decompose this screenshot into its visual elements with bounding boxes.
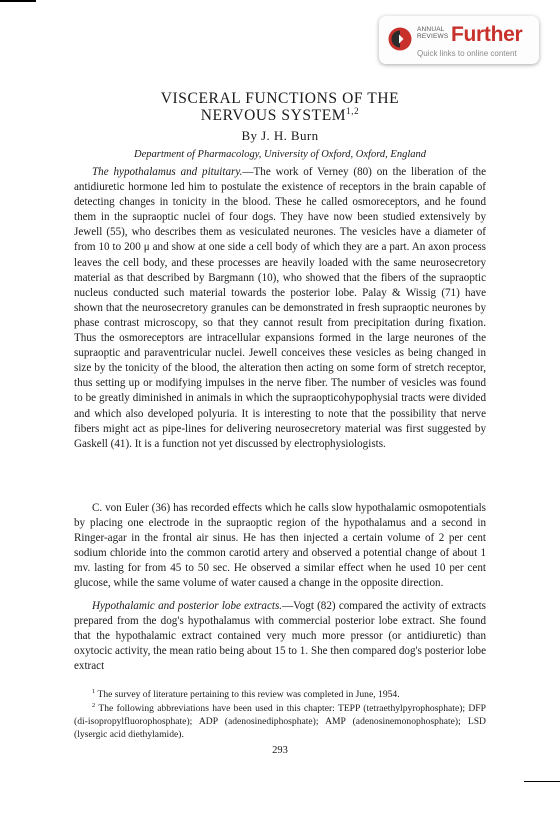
section-heading-hypothalamus-pituitary: The hypothalamus and pituitary. xyxy=(92,166,243,178)
body-paragraph-3 xyxy=(74,599,486,674)
article-title-line-2 xyxy=(0,107,560,125)
further-label: Further xyxy=(451,23,523,46)
author-affiliation: Department of Pharmacology, University of Oxford, Oxford, England xyxy=(133,149,427,160)
annual-reviews-logo-icon xyxy=(388,27,412,51)
article-title-text: NERVOUS SYSTEM xyxy=(200,107,347,124)
quick-links-label: Quick links to online content xyxy=(417,49,517,58)
title-footnote-marks: 1,2 xyxy=(346,106,360,116)
further-quick-links-banner[interactable] xyxy=(379,16,539,64)
paragraph-2-text: C. von Euler (36) has recorded effects which he calls slow hypothalamic osmopotentials by placing one electrode in the supraoptic region of the hypothalamus and a second in Ringer-agar in the frontal air sinus. He has then injected a certain volume of 2 per cent sodium chloride into the common carotid artery and observed a potential change of about 1 mv. lasting for from 45 to 50 sec. He observed a similar effect when he used 10 per cent glucose, while the same volume of water caused a change in the opposite direction. xyxy=(74,502,486,590)
footnote-2-mark: 2 xyxy=(92,702,96,709)
brand-annual-text: ANNUAL xyxy=(417,26,445,33)
footnote-1 xyxy=(74,688,486,701)
section-heading-hypothalamic-extracts: Hypothalamic and posterior lobe extracts. xyxy=(92,600,283,612)
paragraph-3-text: —Vogt (82) compared the activity of extracts prepared from the dog's hypothalamus with commercial posterior lobe extract. She found that the hypothalamic extract contained very much more pressor (or antidiuretic) than oxytocic activity, the mean ratio being about 15 to 1. She then compared dog's posterior lobe extract xyxy=(74,600,486,673)
article-author: By J. H. Burn xyxy=(241,128,319,143)
article-title-line-1: VISCERAL FUNCTIONS OF THE xyxy=(160,90,400,107)
footnote-1-mark: 1 xyxy=(92,688,96,695)
footnote-2-text: The following abbreviations have been used in this chapter: TEPP (tetraethylpyrophosphate); DFP (di-isopropylfluorophosphate); ADP (adenosinediphosphate); AMP (adenosinemonophosphate); LSD (lysergic acid diethylamide). xyxy=(74,703,486,740)
footnote-1-text: The survey of literature pertaining to this review was completed in June, 1954. xyxy=(97,689,400,700)
footnote-2 xyxy=(74,702,486,741)
page-number: 293 xyxy=(272,745,288,756)
body-paragraph-1 xyxy=(74,165,486,452)
crop-mark-bottom-right xyxy=(524,781,560,782)
brand-reviews-text: REVIEWS xyxy=(417,33,449,40)
crop-mark-top-left xyxy=(0,0,36,2)
body-paragraph-2 xyxy=(74,501,486,592)
paragraph-1-text: —The work of Verney (80) on the liberation of the antidiuretic hormone led him to postulate the existence of receptors in the brain capable of detecting changes in tonicity in the blood. These he called osmoreceptors, and he found them in the supraoptic nuclei of four dogs. They have now been studied extensively by Jewell (55), who describes them as vesiculated neurones. The vesicles have a diameter of from 10 to 200 μ and show at one side a cell body of which they are a part. An axon process leaves the cell body, and these processes are heavily loaded with the same neurosecretory material as that described by Bargmann (10), who showed that the fibers of the supraoptic nucleus conducted such material towards the posterior lobe. Palay & Wissig (71) have shown that the neurosecretory granules can be demonstrated in fresh supraoptic neurones by phase contrast microscopy, so that they cannot result from precipitation during fixation. Thus the osmoreceptors are intracellular expansions formed in the large neurones of the supraoptic and paraventricular nuclei. Jewell conceives these vesicles as being changed in size by the tonicity of the blood, the alteration then acting on some form of stretch receptor, thus setting up or modifying impulses in the nerve fiber. The number of vesicles was found to be greatly diminished in animals in which the supraopticohypophysial tracts were divided and which also developed polyuria. It is interesting to note that the possibility that nerve fibers might act as pipe-lines for delivering neurosecretory material was first suggested by Gaskell (41). It is a function not yet discussed by electrophysiologists. xyxy=(74,166,487,450)
